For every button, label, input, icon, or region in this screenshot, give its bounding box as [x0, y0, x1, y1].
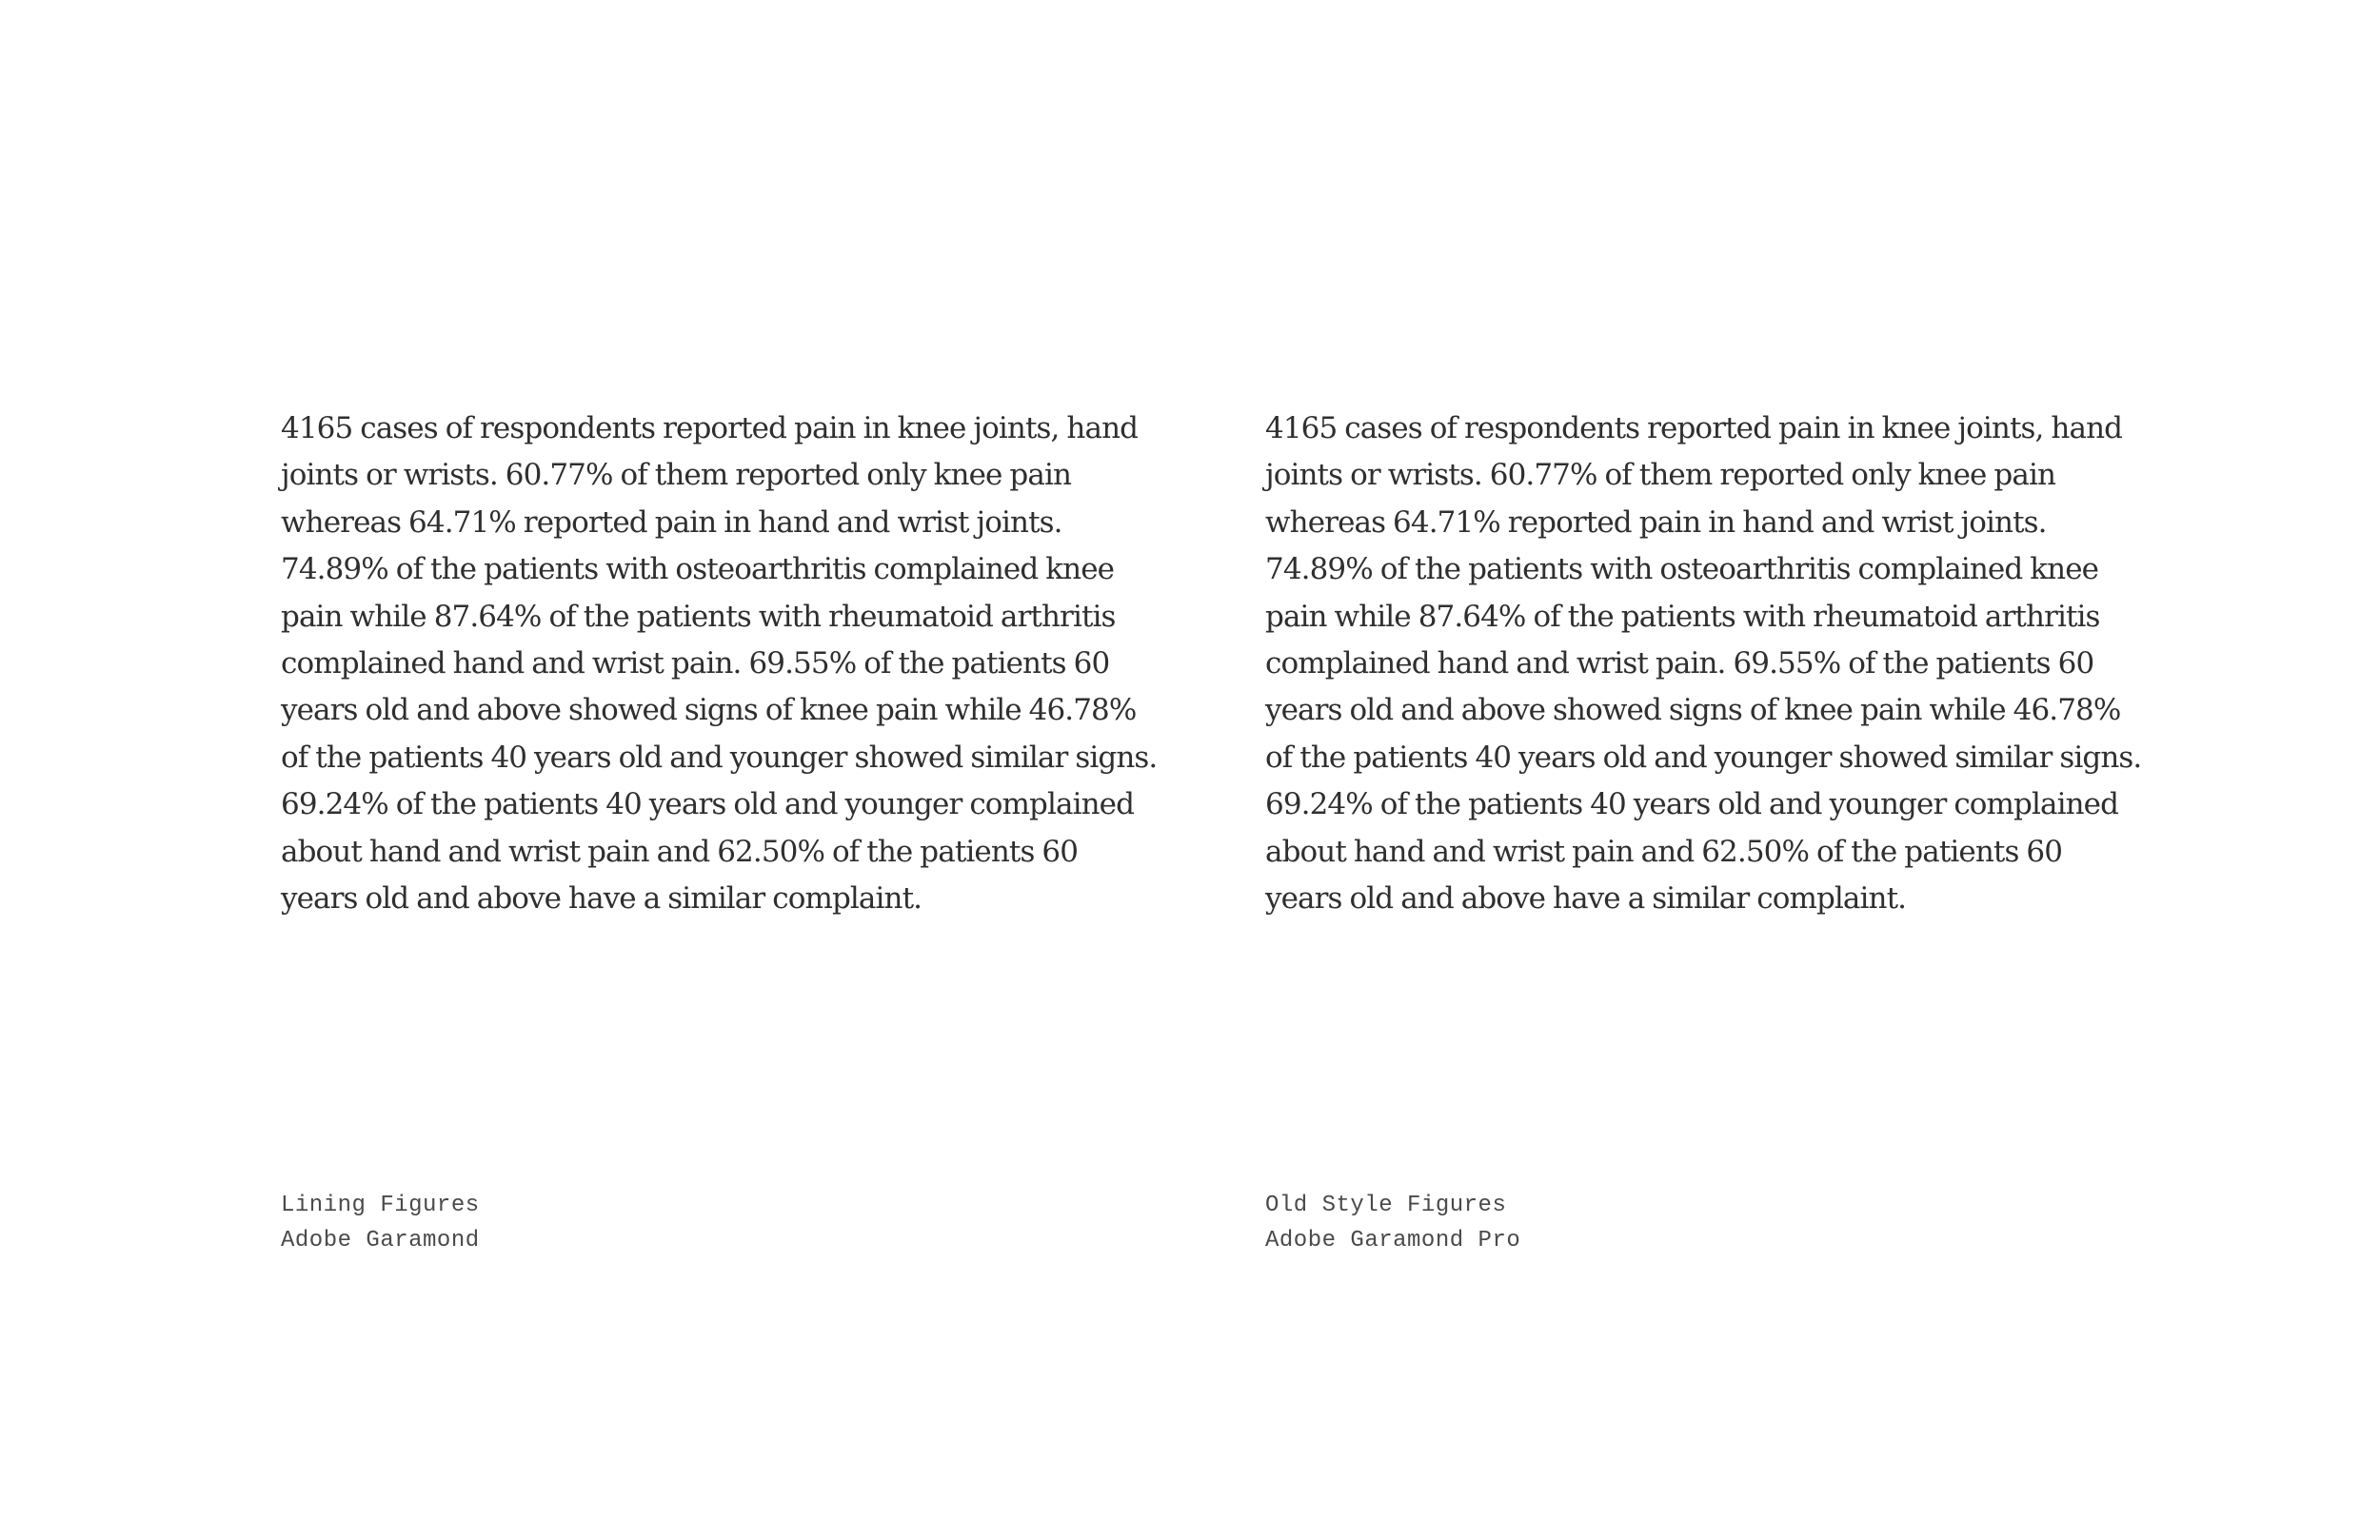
specimen-caption	[281, 1188, 480, 1258]
paragraph-line: of the patients 40 years old and younger showed similar signs.	[1265, 740, 2142, 775]
specimen-paragraph	[1265, 405, 2151, 922]
paragraph-line: years old and above showed signs of knee pain while 46.78%	[1265, 693, 2121, 728]
paragraph-line: joints or wrists. 60.77% of them reported only knee pain	[281, 458, 1072, 493]
paragraph-line: joints or wrists. 60.77% of them reported only knee pain	[1265, 458, 2056, 493]
caption-figure-style: Lining Figures	[281, 1193, 480, 1218]
paragraph-line: complained hand and wrist pain. 69.55% of the patients 60	[1265, 646, 2094, 681]
paragraph-line: years old and above showed signs of knee pain while 46.78%	[281, 693, 1137, 728]
caption-figure-style: Old Style Figures	[1265, 1193, 1507, 1218]
paragraph-line: about hand and wrist pain and 62.50% of the patients 60	[281, 834, 1079, 869]
caption-typeface-name: Adobe Garamond	[281, 1228, 480, 1254]
paragraph-line: years old and above have a similar complaint.	[1265, 881, 1907, 917]
paragraph-line: pain while 87.64% of the patients with rheumatoid arthritis	[1265, 599, 2100, 634]
paragraph-line: years old and above have a similar complaint.	[281, 881, 922, 917]
paragraph-line: whereas 64.71% reported pain in hand and wrist joints.	[1265, 504, 2047, 540]
paragraph-line: 4165 cases of respondents reported pain in knee joints, hand	[1265, 411, 2123, 445]
paragraph-line: pain while 87.64% of the patients with rheumatoid arthritis	[281, 599, 1116, 634]
paragraph-line: 69.24% of the patients 40 years old and younger complained	[1265, 787, 2119, 822]
specimen-lining-figures	[281, 0, 1166, 1540]
paragraph-line: 74.89% of the patients with osteoarthritis complained knee	[1265, 552, 2099, 587]
specimen-caption	[1265, 1188, 1520, 1258]
paragraph-line: 4165 cases of respondents reported pain in knee joints, hand	[281, 411, 1139, 445]
paragraph-line: complained hand and wrist pain. 69.55% of the patients 60	[281, 646, 1110, 681]
specimen-old-style-figures	[1265, 0, 2151, 1540]
paragraph-line: 69.24% of the patients 40 years old and younger complained	[281, 787, 1135, 822]
paragraph-line: whereas 64.71% reported pain in hand and wrist joints.	[281, 504, 1062, 540]
paragraph-line: 74.89% of the patients with osteoarthritis complained knee	[281, 552, 1115, 587]
paragraph-line: about hand and wrist pain and 62.50% of the patients 60	[1265, 834, 2063, 869]
paragraph-line: of the patients 40 years old and younger showed similar signs.	[281, 740, 1158, 775]
specimen-paragraph	[281, 405, 1166, 922]
caption-typeface-name: Adobe Garamond Pro	[1265, 1228, 1521, 1254]
